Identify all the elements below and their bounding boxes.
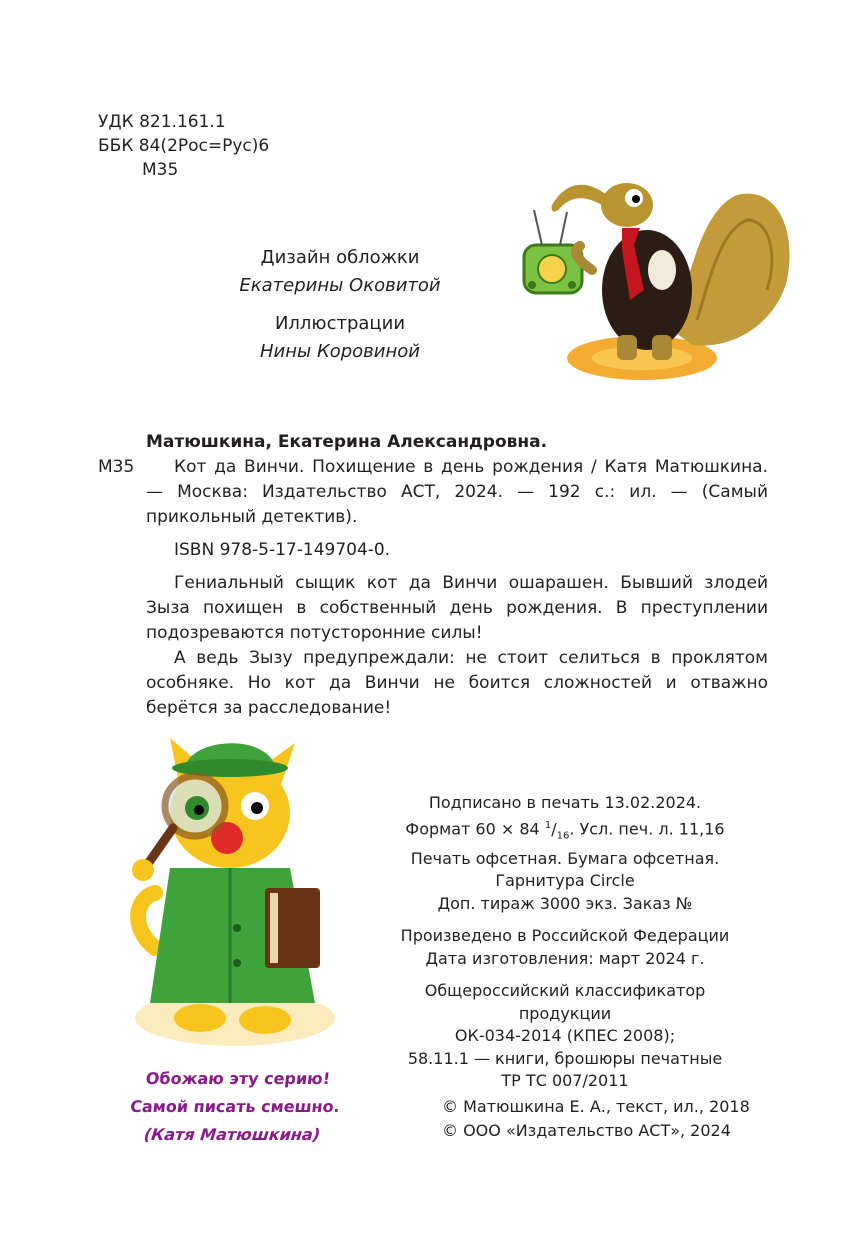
format-denominator: 16 bbox=[556, 830, 570, 842]
annotation-paragraph-2: А ведь Зызу предупреждали: не стоит селиться в проклятом особняке. Но кот да Винчи не боится сложностей и отважно берётся за расследование! bbox=[146, 648, 768, 718]
print-type: Печать офсетная. Бумага офсетная. bbox=[410, 848, 720, 868]
classification-codes bbox=[98, 110, 269, 182]
author-heading: Матюшкина, Екатерина Александровна. bbox=[146, 432, 548, 452]
author-quote bbox=[106, 1065, 365, 1149]
production-date: Дата изготовления: март 2024 г. bbox=[425, 948, 705, 968]
bibliographic-record bbox=[98, 430, 768, 721]
credits bbox=[190, 244, 490, 366]
classifier: Общероссийский классификатор продукции bbox=[424, 981, 706, 1023]
format-prefix: Формат 60 × 84 bbox=[405, 818, 545, 838]
annotation-paragraph-1: Гениальный сыщик кот да Винчи ошарашен. Бывший злодей Зыза похищен в собственный день рождения. В преступлении подозреваются потусторонние силы! bbox=[146, 573, 768, 643]
isbn: ISBN 978-5-17-149704-0. bbox=[174, 540, 391, 560]
signed-to-print: Подписано в печать 13.02.2024. bbox=[428, 793, 702, 812]
cover-designer-name: Екатерины Оковитой bbox=[239, 275, 441, 296]
tech-regulation: ТР ТС 007/2011 bbox=[501, 1071, 629, 1091]
author-mark: М35 bbox=[142, 160, 179, 180]
anteater-illustration bbox=[522, 150, 802, 420]
quote-line-1: Обожаю эту серию! bbox=[144, 1069, 332, 1088]
record-description: Кот да Винчи. Похищение в день рождения / Катя Матюшкина. — Москва: Издательство АСТ, 2024. — 192 с.: ил. — (Самый прикольный детектив). bbox=[146, 457, 768, 527]
record-row bbox=[98, 455, 768, 530]
quote-line-2: Самой писать смешно. bbox=[129, 1097, 341, 1116]
okpd-code: ОК-034-2014 (КПЕС 2008); bbox=[454, 1026, 676, 1046]
quote-attribution: (Катя Матюшкина) bbox=[143, 1125, 322, 1144]
bbk-code: ББК 84(2Рос=Рус)6 bbox=[98, 136, 270, 156]
copyright-publisher: © ООО «Издательство АСТ», 2024 bbox=[442, 1121, 731, 1140]
made-in: Произведено в Российской Федерации bbox=[400, 926, 730, 946]
udk-code: УДК 821.161.1 bbox=[98, 112, 226, 132]
cover-design-label: Дизайн обложки bbox=[260, 247, 420, 268]
format-suffix: . Усл. печ. л. 11,16 bbox=[569, 818, 725, 838]
imprint-block bbox=[380, 792, 750, 1093]
product-code: 58.11.1 — книги, брошюры печатные bbox=[407, 1048, 723, 1068]
typeface: Гарнитура Circle bbox=[495, 871, 635, 891]
copyright-block bbox=[442, 1095, 750, 1143]
tirage: Доп. тираж 3000 экз. Заказ № bbox=[437, 893, 693, 913]
format-line: Формат 60 × 84 $^1/_{16}$. Усл. печ. л. 11,16 bbox=[405, 818, 725, 842]
illustrator-name: Нины Коровиной bbox=[260, 341, 420, 362]
cat-detective-illustration bbox=[115, 728, 355, 1058]
format-numerator: 1 bbox=[544, 819, 552, 831]
record-author-mark: М35 bbox=[98, 457, 135, 477]
copyright-author: © Матюшкина Е. А., текст, ил., 2018 bbox=[442, 1097, 750, 1116]
illustrations-label: Иллюстрации bbox=[274, 313, 406, 334]
